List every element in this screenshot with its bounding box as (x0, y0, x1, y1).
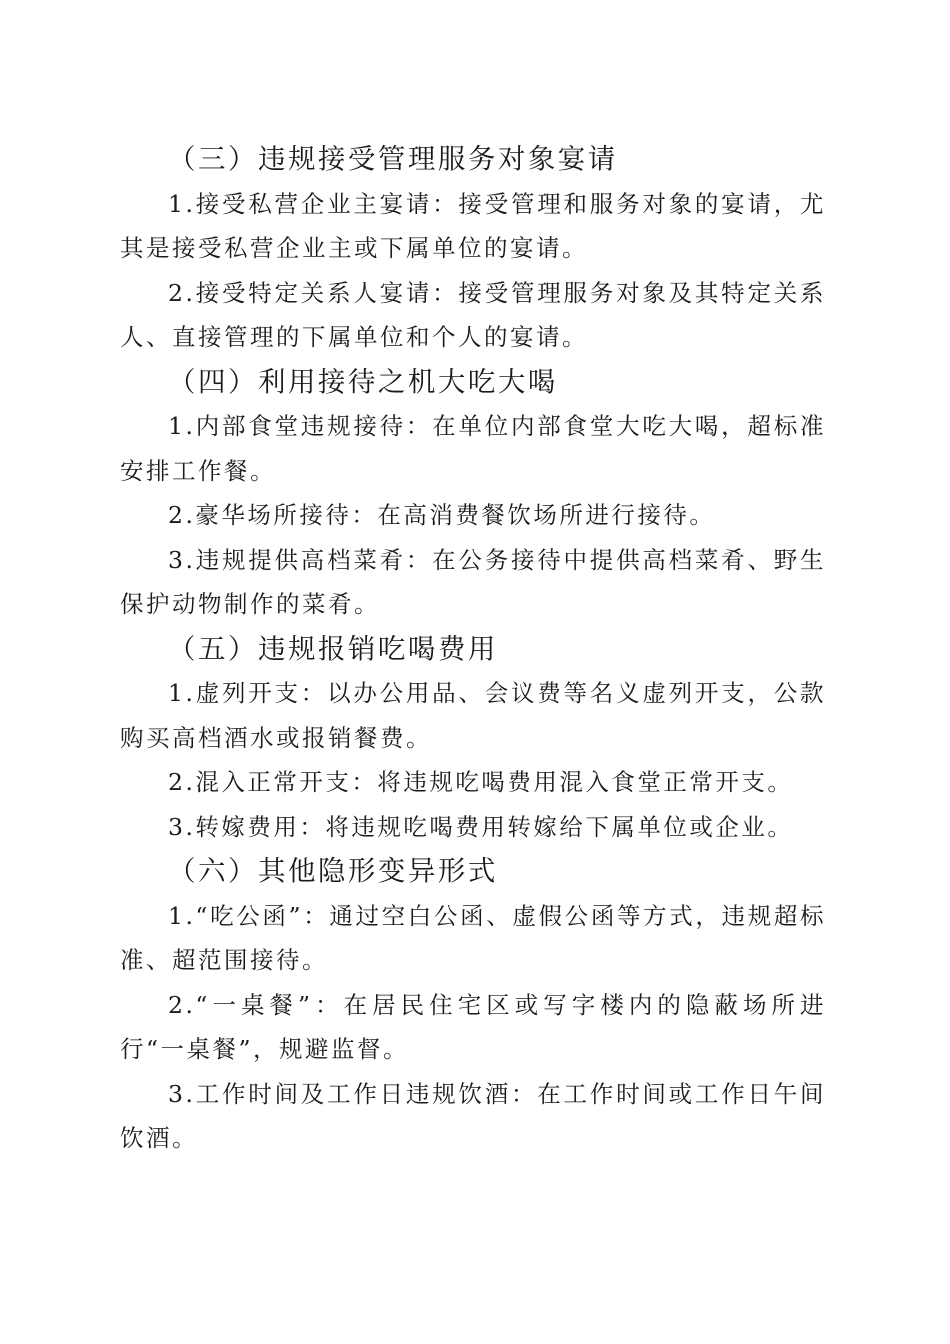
section-heading: （三）违规接受管理服务对象宴请 (168, 143, 618, 175)
paragraph: 1.内部食堂违规接待：在单位内部食堂大吃大喝，超标准安排工作餐。 (120, 412, 826, 485)
paragraph: 2.混入正常开支：将违规吃喝费用混入食堂正常开支。 (168, 768, 794, 796)
section-heading: （四）利用接待之机大吃大喝 (168, 365, 558, 398)
paragraph: 2.接受特定关系人宴请：接受管理服务对象及其特定关系人、直接管理的下属单位和个人的宴请。 (120, 278, 826, 351)
document-body (120, 137, 826, 1161)
paragraph: 1.“吃公函”：通过空白公函、虚假公函等方式，违规超标准、超范围接待。 (120, 901, 826, 974)
section-heading: （五）违规报销吃喝费用 (168, 632, 498, 665)
paragraph: 1.接受私营企业主宴请：接受管理和服务对象的宴请，尤其是接受私营企业主或下属单位的宴请。 (120, 189, 826, 262)
section-heading: （六）其他隐形变异形式 (168, 855, 498, 887)
paragraph: 1.虚列开支：以办公用品、会议费等名义虚列开支，公款购买高档酒水或报销餐费。 (120, 679, 826, 752)
paragraph: 2.豪华场所接待：在高消费餐饮场所进行接待。 (168, 501, 716, 529)
paragraph: 3.转嫁费用：将违规吃喝费用转嫁给下属单位或企业。 (168, 812, 794, 841)
paragraph: 3.工作时间及工作日违规饮酒：在工作时间或工作日午间饮酒。 (120, 1079, 826, 1152)
paragraph: 3.违规提供高档菜肴：在公务接待中提供高档菜肴、野生保护动物制作的菜肴。 (120, 545, 826, 618)
paragraph: 2.“一桌餐”：在居民住宅区或写字楼内的隐蔽场所进行“一桌餐”，规避监督。 (120, 990, 826, 1063)
